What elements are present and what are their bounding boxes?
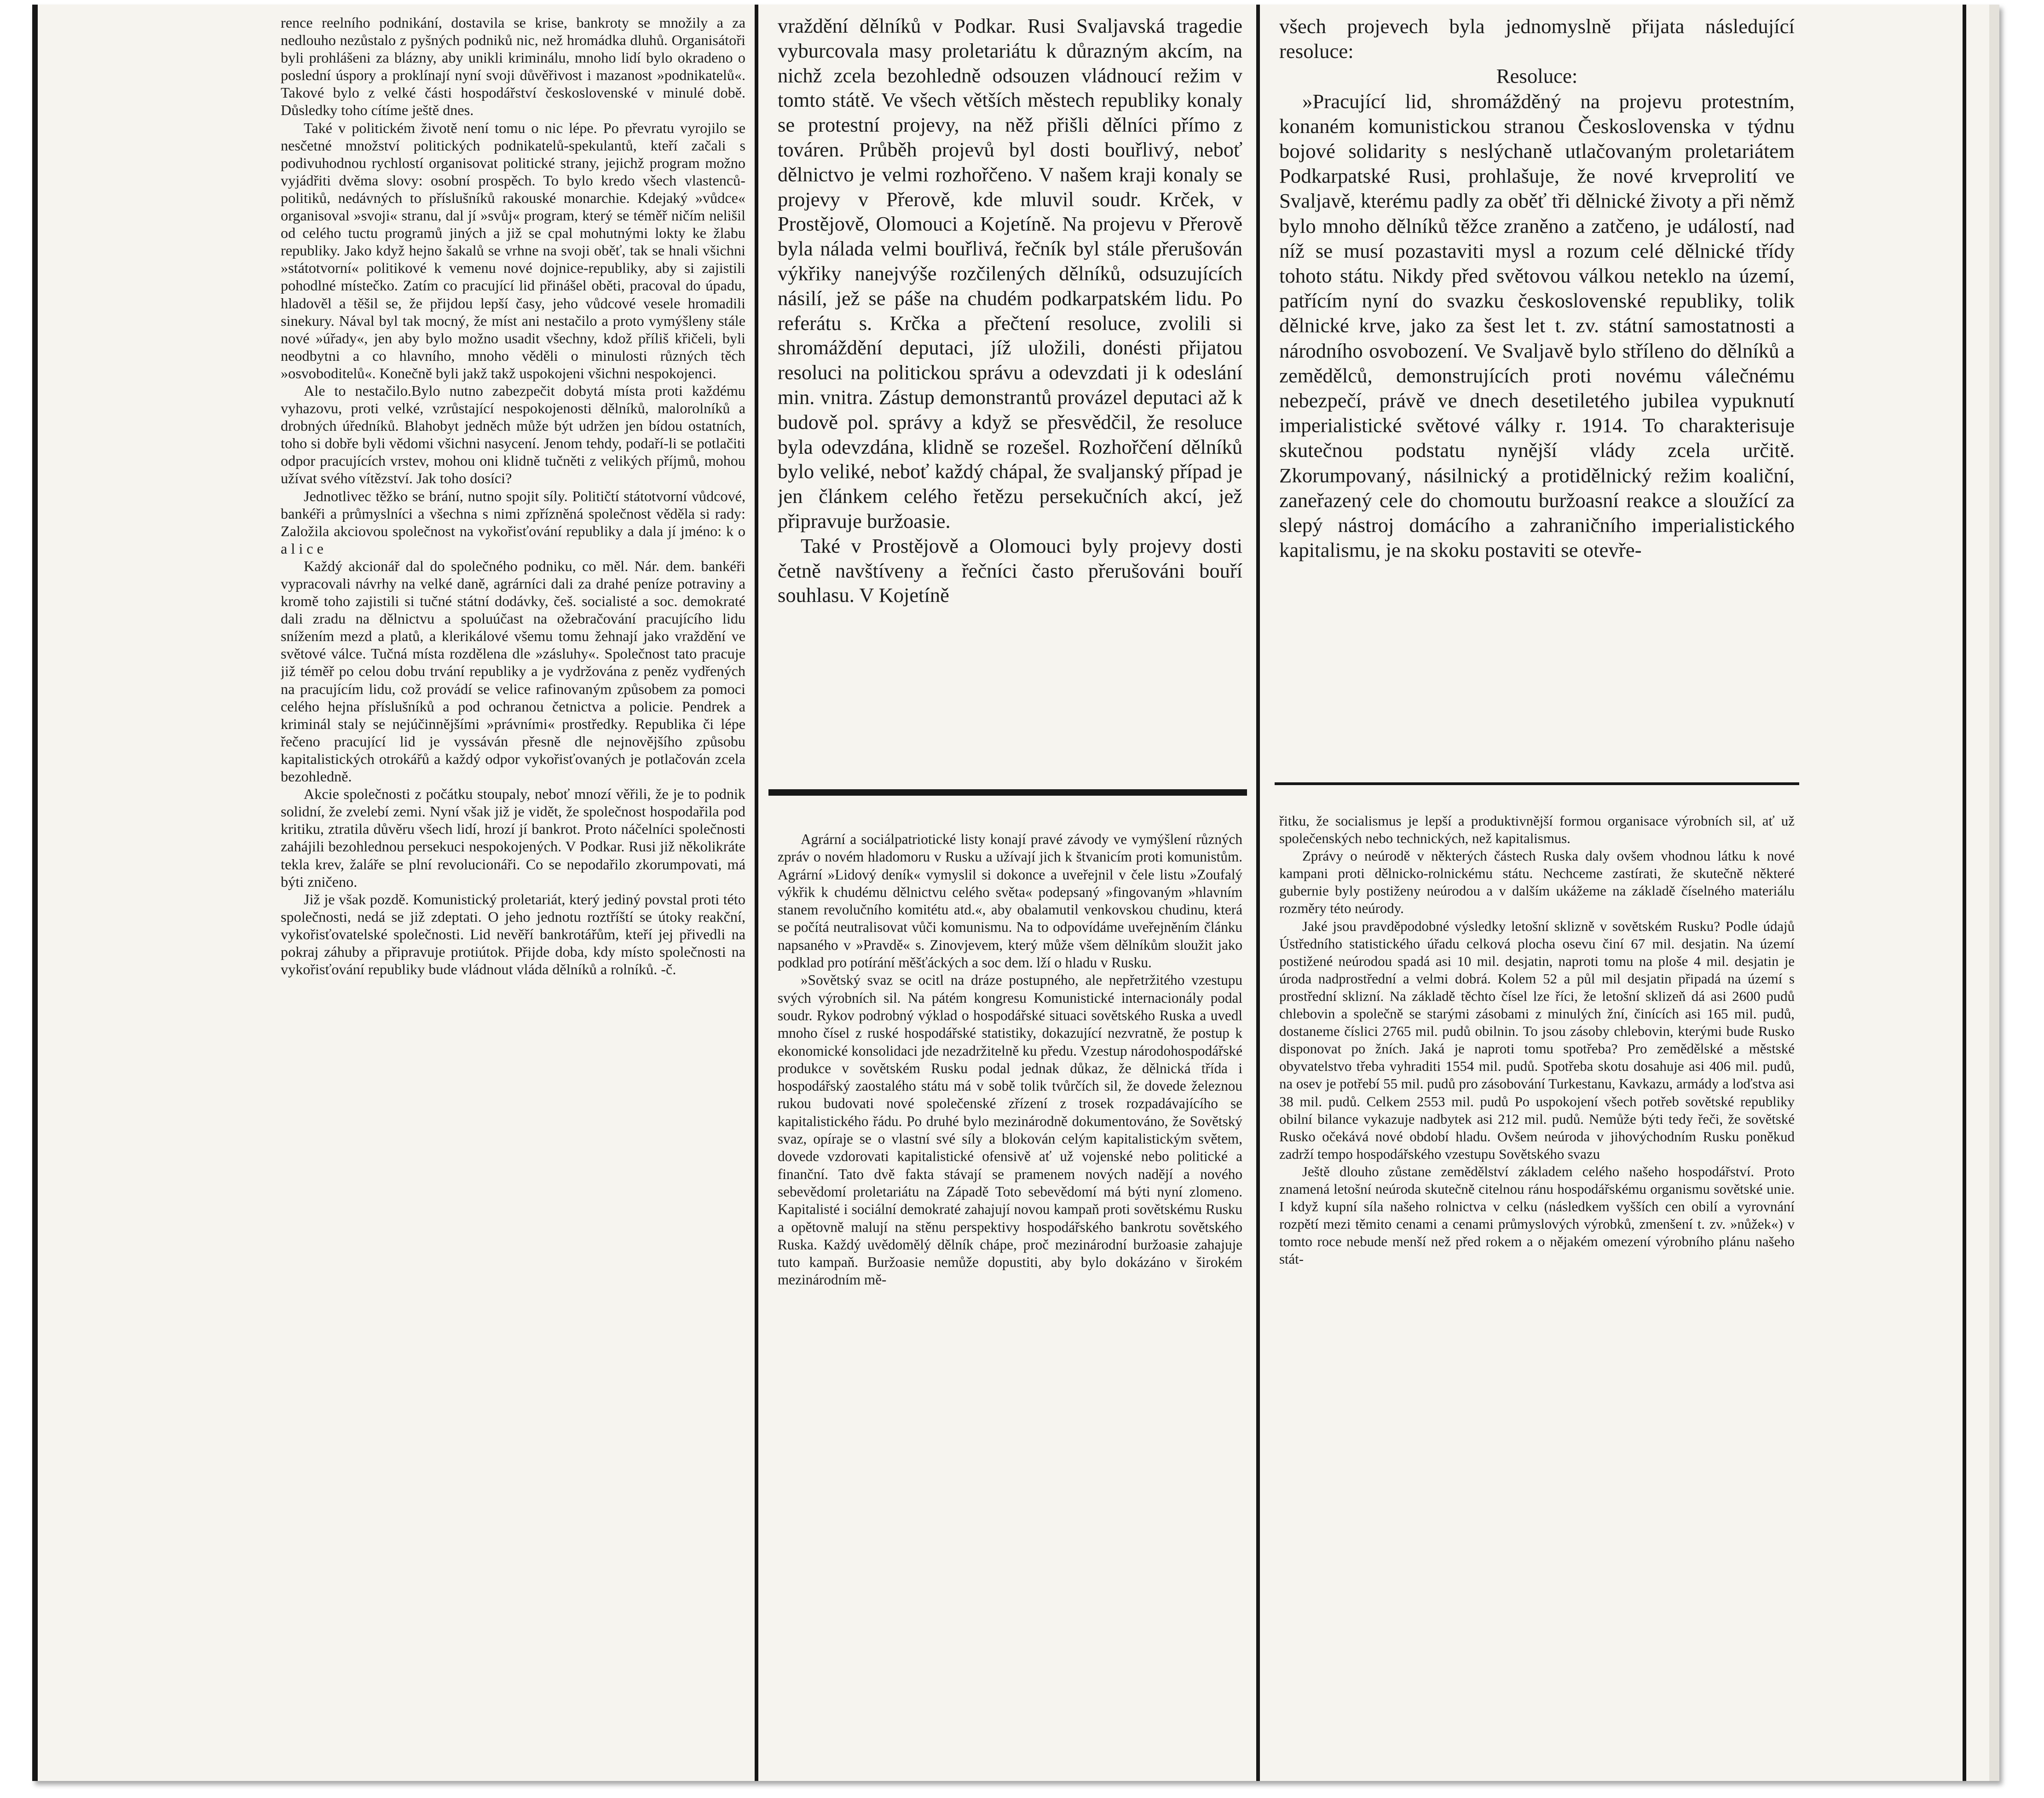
- article-column-2-bottom: [778, 831, 1242, 1781]
- column-rule-2: [1256, 5, 1260, 1781]
- article-column-2-top: [778, 14, 1242, 769]
- paragraph: Také v Prostějově a Olomouci byly projevy dosti četně navštíveny a řečníci často přerušováni bouří souhlasu. V Kojetíně: [778, 534, 1242, 607]
- article-column-1: [281, 14, 745, 1763]
- paragraph: Ale to nestačilo.Bylo nutno zabezpečit dobytá místa proti každému vyhazovu, proti velké, vzrůstající nespokojenosti dělníků, malorolníků a drobných úředníků. Blahobyt jedněch může být udržen jen bídou ostatních, toho si dobře byli vědomi všichni nasycení. Jenom tehdy, podaří-li se potlačiti odpor pracujících vrstev, mohou oni klidně tučněti z velikých příjmů, mohou užívat svého vítězství. Jak toho dosíci?: [281, 382, 745, 487]
- paragraph: rence reelního podnikání, dostavila se krise, bankroty se množily a za nedlouho nezůstalo z pyšných podniků nic, než hromádka dluhů. Organisátoři byli prohlášeni za blázny, aby unikli kriminálu, mnoho lidí bylo okradeno o poslední úspory a proklínají nyní svoji důvěřivost i mazanost »podnikatelů«. Takové bylo z velké části hospodářství československé v minulé době. Důsledky toho cítíme ještě dnes.: [281, 14, 745, 119]
- page-edge: [1989, 5, 1999, 1781]
- paragraph: Jednotlivec těžko se brání, nutno spojit síly. Političtí státotvorní vůdcové, bankéři a průmyslníci a všechna s nimi zpřízněná společnost věděla si rady: Založila akciovou společnost na vykořisťování republiky a dala jí jméno: k o a l i c e: [281, 487, 745, 557]
- paragraph: Ještě dlouho zůstane zemědělství základem celého našeho hospodářství. Proto znamená letošní neúroda skutečně citelnou ránu hospodářskému organismu sovětské unie. I když kupní síla našeho rolnictva v celku (následkem vyšších cen obilí a vyrovnání rozpětí mezi těmito cenami a cenami průmyslových výrobků, zmenšení t. zv. »nůžek«) v tomto roce nebude menší než před rokem a o nějakém omezení výrobního plánu našeho stát-: [1279, 1163, 1795, 1267]
- article-column-3-bottom: [1279, 812, 1795, 1781]
- column-rule-1: [755, 5, 758, 1781]
- paragraph: vraždění dělníků v Podkar. Rusi Svaljavská tragedie vyburcovala masy proletariátu k důrazným akcím, na nichž zcela bezohledně odsouzen vládnoucí režim v tomto státě. Ve všech větších městech republiky konaly se protestní projevy, na něž přišli dělníci přímo z továren. Průběh projevů byl dosti bouřlivý, neboť dělnictvo je velmi rozhořčeno. V našem kraji konaly se projevy v Přerově, kde mluvil soudr. Krček, v Prostějově, Olomouci a Kojetíně. Na projevu v Přerově byla nálada velmi bouřlivá, řečník byl stále přerušován výkřiky nanejvýše rozčilených dělníků, odsuzujících násilí, jež se páše na chudém podkarpatském lidu. Po referátu s. Krčka a přečtení resoluce, zvolili si shromáždění deputaci, jíž uložili, donésti přijatou resoluci na politickou správu a odevzdati ji k odeslání min. vnitra. Zástup demonstrantů provázel deputaci až k budově pol. správy a když se přesvědčil, že resoluce byla odevzdána, klidně se rozešel. Rozhořčení dělníků bylo veliké, neboť každý chápal, že svaljanský případ je jen článkem celého řetězu persekučních akcí, jež připravuje buržoasie.: [778, 14, 1242, 532]
- section-divider-right: [1275, 782, 1799, 785]
- paragraph: Agrární a sociálpatriotické listy konají pravé závody ve vymýšlení různých zpráv o novém hladomoru v Rusku a užívají jich k štvanicím proti komunistům. Agrární »Lidový deník« vymyslil si dokonce a uveřejnil v čele listu »Zoufalý výkřik k chudému dělnictvu celého světa« podepsaný »fingovaným »hlavním stanem revolučního komitétu atd.«, aby obalamutil venkovskou chudinu, která se počítá neutralisovat vůči komunismu. Na to odpovídáme uveřejněním článku napsaného v »Pravdě« s. Zinovjevem, který může všem dělníkům sloužit jako podklad pro potírání měšťáckých a soc dem. lží o hladu v Rusku.: [778, 831, 1242, 971]
- paragraph: Každý akcionář dal do společného podniku, co měl. Nár. dem. bankéři vypracovali návrhy na velké daně, agrárníci dali za drahé peníze potraviny a kromě toho zajistili si tučné státní dodávky, češ. socialisté a soc. demokraté dali zradu na dělnictvu a spoluúčast na ožebračování pracujícího lidu snížením mezd a platů, a klerikálové všemu tomu žehnají jako vraždění ve světové válce. Tučná místa rozdělena dle »zásluhy«. Společnost tato pracuje již téměř po celou dobu trvání republiky a je vydržována z peněz vydřených na pracujícím lidu, což provádí se velice rafinovaným způsobem za pomoci celého hejna příslušníků a pod ochranou četnictva a policie. Pendrek a kriminál staly se nejúčinnějšími »právními« prostředky. Republika či lépe řečeno pracující lid je vyssáván přesně dle nejnovějšího způsobu kapitalistických otrokářů a každý odpor vykořisťovaných je potlačován zcela bezohledně.: [281, 557, 745, 785]
- paragraph: Již je však pozdě. Komunistický proletariát, který jediný povstal proti této společnosti, nedá se již zdeptati. O jeho jednotu roztříští se útoky reakční, vykořisťovatelské společnosti. Lid nevěří bankrotářům, kteří jej přivedli na pokraj záhuby a připravuje protiútok. Přijde doba, kdy místo společnosti na vykořisťování republiky bude vládnout vláda dělníků a rolníků. -č.: [281, 890, 745, 978]
- paragraph: všech projevech byla jednomyslně přijata následující resoluce:: [1279, 15, 1795, 63]
- paragraph: Také v politickém životě není tomu o nic lépe. Po převratu vyrojilo se nesčetné množství politických podnikatelů-spekulantů, kteří začali s podivuhodnou rychlostí organisovat politické strany, jejichž program možno vyjádřiti dvěma slovy: osobní prospěch. To bylo kredo všech vlastenců-politiků, nedávných to příslušníků rakouské monarchie. Kdejaký »vůdce« organisoval »svoji« stranu, dal jí »svůj« program, který se téměř ničím nelišil od celého tuctu programů jiných a již se cpal mohutnými lokty ke žlabu republiky. Jako když hejno šakalů se vrhne na svoji oběť, tak se hnali všichni »státotvorní« politikové k vemenu nové dojnice-republiky, aby si zajistili pohodlné místečko. Zatím co pracující lid přinášel oběti, pracoval do úpadu, hladověl a těšil se, že přijdou lepší časy, jeho vůdcové vesele hromadili sinekury. Nával byl tak mocný, že míst ani nestačilo a proto vymýšleny stále nové »úřady«, jen aby bylo možno usadit všechny, kdož příliš křičeli, byli neodbytni a co hlavního, mnoho věděli o minulosti různých těch »osvoboditelů«. Konečně byli jakž takž uspokojeni všichni nespokojenci.: [281, 119, 745, 382]
- paragraph: Jaké jsou pravděpodobné výsledky letošní sklizně v sovětském Rusku? Podle údajů Ústředního statistického úřadu celková plocha osevu činí 67 mil. desjatin. Na území postižené neúrodou spadá asi 10 mil. desjatin, naproti tomu na ploše 4 mil. desjatin je úroda nadprostřední a velmi dobrá. Kolem 52 a půl mil desjatin připadá na území s prostřední sklizní. Na základě těchto čísel lze říci, že letošní sklizeň dá asi 2600 pudů chlebovin a společně se starými zásobami z minulých žní, činících asi 165 mil. pudů, dostaneme číslici 2765 mil. pudů obilnin. To jsou zásoby chlebovin, kterými bude Rusko disponovat po žních. Jaká je naproti tomu spotřeba? Pro zemědělské a městské obyvatelstvo třeba vyhraditi 1554 mil. pudů. Spotřeba skotu dosahuje asi 406 mil. pudů, na osev je potřebí 55 mil. pudů pro zásobování Turkestanu, Kavkazu, armády a loďstva asi 38 mil. pudů. Celkem 2553 mil. pudů Po uspokojení všech potřeb sovětské republiky obilní bilance vykazuje nadbytek asi 212 mil. pudů. Nemůže býti tedy řeči, že sovětské Rusko očekává nové období hladu. Ovšem neúroda v jihovýchodním Rusku poněkud zadrží tempo hospodářského vzestupu Sovětského svazu: [1279, 918, 1795, 1162]
- section-divider: [768, 789, 1247, 796]
- article-column-3-top: [1279, 14, 1795, 778]
- paragraph: řitku, že socialismus je lepší a produktivnější formou organisace výrobních sil, ať už společenských nebo technických, než kapitalismus.: [1279, 813, 1795, 847]
- newspaper-page: [32, 5, 1999, 1781]
- left-column-rule: [32, 5, 38, 1781]
- paragraph: Zprávy o neúrodě v některých částech Ruska daly ovšem vhodnou látku k nové kampani proti dělnicko-rolnickému státu. Nechceme zastírati, že skutečně některé gubernie byly postiženy neúrodou a v dalším ukážeme na základě číselného materiálu rozměry této neúrody.: [1279, 848, 1795, 917]
- resolution-title: Resoluce:: [1496, 64, 1578, 88]
- paragraph: Akcie společnosti z počátku stoupaly, neboť mnozí věřili, že je to podnik solidní, že zvelebí zemi. Nyní však již je vidět, že společnost hospodařila pod kritiku, ztratila důvěru všech lidí, hrozí jí bankrot. Proto náčelníci společnosti zahájili bezohlednou persekuci nespokojených. V Podkar. Rusi již několikráte tekla krev, žaláře se plní revolucionáři. Co se nepodařilo zkorumpovati, má býti zničeno.: [281, 786, 745, 890]
- paragraph: »Pracující lid, shromážděný na projevu protestním, konaném komunistickou stranou Československa v týdnu bojové solidarity s neslýchaně utlačovaným proletariátem Podkarpatské Rusi, prohlašuje, že nové krveprolití ve Svaljavě, kterému padly za oběť tři dělnické životy a při němž bylo mnoho dělníků těžce zraněno a zatčeno, je událostí, nad níž se musí pozastaviti mysl a rozum celé dělnické třídy tohoto státu. Nikdy před světovou válkou neteklo na území, patřícím nyní do svazku československé republiky, tolik dělnické krve, jako za šest let t. zv. státní samostatnosti a národního osvobození. Ve Svaljavě bylo stříleno do dělníků a zemědělců, demonstrujících proti novému válečnému nebezpečí, právě ve dnech desetiletého jubilea vypuknutí imperialistické světové války r. 1914. To charakterisuje skutečnou podstatu nynější vlády zcela určitě. Zkorumpovaný, násilnický a protidělnický režim koaliční, zaneřazený cele do chomoutu buržoasní reakce a sloužící za slepý nástroj domácího a zahraničního imperialistického kapitalismu, je na skoku postaviti se otevře-: [1279, 89, 1795, 562]
- paragraph: »Sovětský svaz se ocitl na dráze postupného, ale nepřetržitého vzestupu svých výrobních sil. Na pátém kongresu Komunistické internacionály podal soudr. Rykov podrobný výklad o hospodářské situaci sovětského Ruska a uvedl mnoho čísel z ruské hospodářské statistiky, dokazující nezvratně, že postup k ekonomické konsolidaci jde nezadržitelně ku předu. Vzestup národohospodářské produkce v sovětském Rusku podal jednak důkaz, že dělnická třída i hospodářský zaostalého státu má v sobě tolik tvůrčích sil, že dovede železnou rukou budovati nové společenské zřízení z trosek rozpadávajícího se kapitalistického řádu. Po druhé bylo mezinárodně dokumentováno, že Sovětský svaz, opíraje se o vlastní své síly a blokován celým kapitalistickým světem, dovede vzdorovati kapitalistické ofensivě ať už vojenské nebo politické a finanční. Tato dvě fakta stávají se pramenem nových nadějí a nového sebevědomí proletariátu na Západě Toto sebevědomí má býti nyní zlomeno. Kapitalisté i sociální demokraté zahajují novou kampaň proti sovětskému Rusku a opětovně malují na stěnu perspektivy hospodářského bankrotu sovětského Ruska. Každý uvědomělý dělník chápe, proč mezinárodní buržoasie zahajuje tuto kampaň. Buržoasie nemůže dopustiti, aby bylo dokázáno v širokém mezinárodním mě-: [778, 972, 1242, 1288]
- right-column-rule: [1963, 5, 1966, 1781]
